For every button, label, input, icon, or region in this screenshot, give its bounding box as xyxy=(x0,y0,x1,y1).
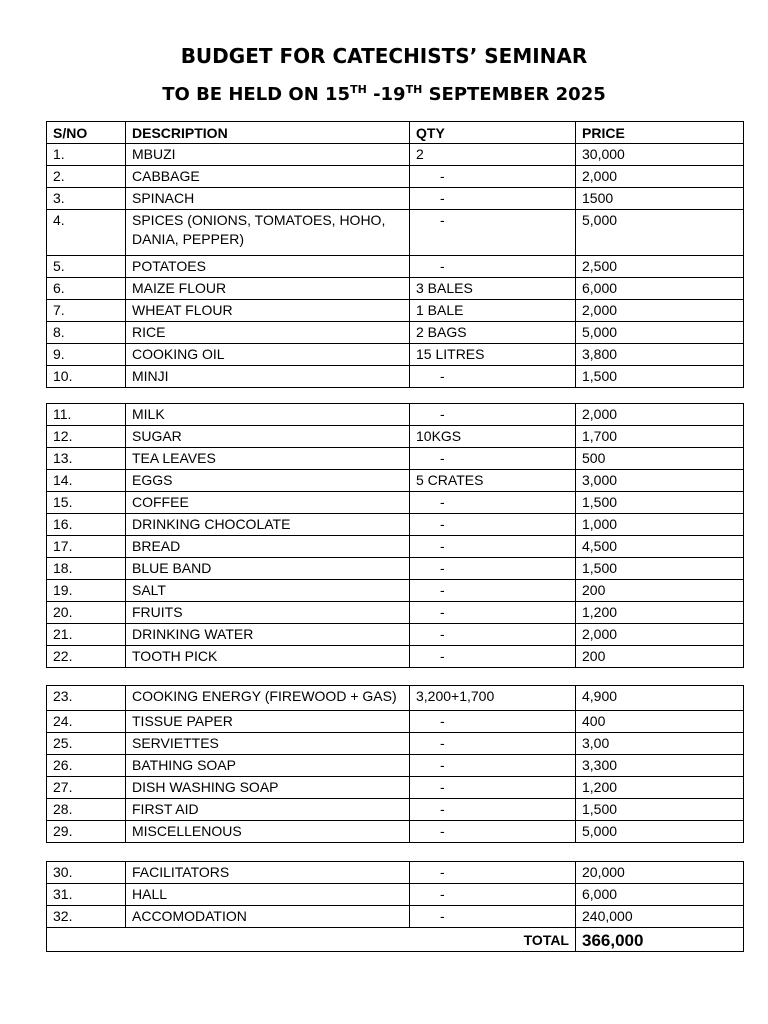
cell-sno: 29. xyxy=(47,821,126,843)
cell-sno: 27. xyxy=(47,777,126,799)
table-row xyxy=(47,884,744,906)
cell-description: DRINKING WATER xyxy=(126,624,410,646)
cell-price: 4,900 xyxy=(576,686,744,711)
cell-description: TEA LEAVES xyxy=(126,448,410,470)
cell-description: SPICES (ONIONS, TOMATOES, HOHO, DANIA, PEPPER) xyxy=(126,210,410,256)
cell-sno: 4. xyxy=(47,210,126,256)
cell-price: 4,500 xyxy=(576,536,744,558)
table-row xyxy=(47,686,744,711)
cell-price: 200 xyxy=(576,580,744,602)
total-value: 366,000 xyxy=(576,928,744,952)
table-row xyxy=(47,470,744,492)
table-header-row xyxy=(47,122,744,144)
table-row xyxy=(47,492,744,514)
cell-qty: - xyxy=(410,777,576,799)
cell-price: 5,000 xyxy=(576,821,744,843)
cell-sno: 18. xyxy=(47,558,126,580)
cell-description: SERVIETTES xyxy=(126,733,410,755)
cell-qty: - xyxy=(410,492,576,514)
cell-qty: - xyxy=(410,404,576,426)
cell-sno: 22. xyxy=(47,646,126,668)
table-row xyxy=(47,536,744,558)
cell-sno: 12. xyxy=(47,426,126,448)
cell-qty: - xyxy=(410,448,576,470)
cell-price: 2,000 xyxy=(576,300,744,322)
document-title: BUDGET FOR CATECHISTS’ SEMINAR xyxy=(180,44,588,68)
cell-sno: 30. xyxy=(47,862,126,884)
cell-sno: 20. xyxy=(47,602,126,624)
table-row xyxy=(47,777,744,799)
cell-description: WHEAT FLOUR xyxy=(126,300,410,322)
cell-description: BATHING SOAP xyxy=(126,755,410,777)
budget-table-section-1 xyxy=(46,121,744,388)
cell-qty: - xyxy=(410,602,576,624)
cell-description: SALT xyxy=(126,580,410,602)
cell-description: FIRST AID xyxy=(126,799,410,821)
cell-price: 1,000 xyxy=(576,514,744,536)
table-row xyxy=(47,602,744,624)
cell-description: BLUE BAND xyxy=(126,558,410,580)
table-row xyxy=(47,624,744,646)
cell-sno: 8. xyxy=(47,322,126,344)
subtitle-sup-1: TH xyxy=(350,83,367,96)
cell-price: 1,500 xyxy=(576,558,744,580)
table-row xyxy=(47,210,744,256)
cell-price: 2,500 xyxy=(576,256,744,278)
cell-sno: 6. xyxy=(47,278,126,300)
cell-description: FACILITATORS xyxy=(126,862,410,884)
cell-qty: - xyxy=(410,646,576,668)
cell-qty: - xyxy=(410,256,576,278)
cell-sno: 7. xyxy=(47,300,126,322)
cell-sno: 31. xyxy=(47,884,126,906)
cell-price: 1,700 xyxy=(576,426,744,448)
cell-description: MILK xyxy=(126,404,410,426)
cell-description: HALL xyxy=(126,884,410,906)
table-row xyxy=(47,711,744,733)
cell-price: 5,000 xyxy=(576,322,744,344)
cell-sno: 3. xyxy=(47,188,126,210)
cell-description: MINJI xyxy=(126,366,410,388)
cell-qty: - xyxy=(410,558,576,580)
cell-sno: 21. xyxy=(47,624,126,646)
cell-description: COFFEE xyxy=(126,492,410,514)
cell-sno: 9. xyxy=(47,344,126,366)
cell-description: FRUITS xyxy=(126,602,410,624)
cell-description: CABBAGE xyxy=(126,166,410,188)
cell-qty: - xyxy=(410,733,576,755)
header-sno: S/NO xyxy=(47,122,126,144)
cell-qty: 10KGS xyxy=(410,426,576,448)
cell-price: 2,000 xyxy=(576,404,744,426)
subtitle-middle: -19 xyxy=(366,84,406,105)
cell-qty: - xyxy=(410,862,576,884)
cell-description: COOKING ENERGY (FIREWOOD + GAS) xyxy=(126,686,410,711)
cell-description: TISSUE PAPER xyxy=(126,711,410,733)
cell-description: TOOTH PICK xyxy=(126,646,410,668)
cell-description: MBUZI xyxy=(126,144,410,166)
cell-qty: - xyxy=(410,884,576,906)
cell-sno: 16. xyxy=(47,514,126,536)
table-row xyxy=(47,733,744,755)
table-row xyxy=(47,404,744,426)
cell-price: 3,800 xyxy=(576,344,744,366)
cell-sno: 23. xyxy=(47,686,126,711)
cell-price: 20,000 xyxy=(576,862,744,884)
header-qty: QTY xyxy=(410,122,576,144)
cell-price: 400 xyxy=(576,711,744,733)
cell-price: 1500 xyxy=(576,188,744,210)
cell-price: 1,200 xyxy=(576,777,744,799)
cell-qty: 3 BALES xyxy=(410,278,576,300)
cell-description: SPINACH xyxy=(126,188,410,210)
cell-sno: 10. xyxy=(47,366,126,388)
cell-price: 30,000 xyxy=(576,144,744,166)
cell-sno: 2. xyxy=(47,166,126,188)
budget-table-section-4 xyxy=(46,861,744,952)
cell-sno: 19. xyxy=(47,580,126,602)
cell-price: 1,500 xyxy=(576,492,744,514)
cell-qty: 15 LITRES xyxy=(410,344,576,366)
cell-description: DISH WASHING SOAP xyxy=(126,777,410,799)
cell-qty: - xyxy=(410,210,576,256)
cell-description: EGGS xyxy=(126,470,410,492)
cell-sno: 14. xyxy=(47,470,126,492)
cell-qty: 2 BAGS xyxy=(410,322,576,344)
cell-sno: 24. xyxy=(47,711,126,733)
cell-price: 240,000 xyxy=(576,906,744,928)
table-row xyxy=(47,278,744,300)
cell-description: MISCELLENOUS xyxy=(126,821,410,843)
cell-price: 1,200 xyxy=(576,602,744,624)
cell-description: DRINKING CHOCOLATE xyxy=(126,514,410,536)
table-row xyxy=(47,799,744,821)
subtitle-suffix: SEPTEMBER 2025 xyxy=(422,84,606,105)
cell-qty: 5 CRATES xyxy=(410,470,576,492)
cell-description: POTATOES xyxy=(126,256,410,278)
table-row xyxy=(47,322,744,344)
cell-price: 2,000 xyxy=(576,624,744,646)
cell-sno: 1. xyxy=(47,144,126,166)
cell-price: 6,000 xyxy=(576,278,744,300)
cell-qty: - xyxy=(410,366,576,388)
table-row xyxy=(47,755,744,777)
budget-table-section-3 xyxy=(46,685,744,843)
cell-sno: 15. xyxy=(47,492,126,514)
cell-qty: - xyxy=(410,536,576,558)
table-row xyxy=(47,862,744,884)
cell-qty: - xyxy=(410,711,576,733)
total-row xyxy=(47,928,744,952)
cell-price: 5,000 xyxy=(576,210,744,256)
table-row xyxy=(47,166,744,188)
cell-qty: - xyxy=(410,755,576,777)
table-row xyxy=(47,188,744,210)
cell-qty: - xyxy=(410,906,576,928)
table-row xyxy=(47,300,744,322)
cell-qty: - xyxy=(410,799,576,821)
cell-qty: 1 BALE xyxy=(410,300,576,322)
cell-price: 3,000 xyxy=(576,470,744,492)
cell-price: 1,500 xyxy=(576,366,744,388)
budget-table-section-2 xyxy=(46,403,744,668)
cell-qty: - xyxy=(410,514,576,536)
cell-price: 3,300 xyxy=(576,755,744,777)
cell-description: ACCOMODATION xyxy=(126,906,410,928)
table-row xyxy=(47,256,744,278)
cell-sno: 13. xyxy=(47,448,126,470)
cell-sno: 11. xyxy=(47,404,126,426)
table-row xyxy=(47,366,744,388)
cell-qty: - xyxy=(410,188,576,210)
subtitle-prefix: TO BE HELD ON 15 xyxy=(162,84,351,105)
table-row xyxy=(47,344,744,366)
table-row xyxy=(47,448,744,470)
cell-price: 6,000 xyxy=(576,884,744,906)
cell-price: 500 xyxy=(576,448,744,470)
cell-qty: 3,200+1,700 xyxy=(410,686,576,711)
cell-qty: - xyxy=(410,166,576,188)
table-row xyxy=(47,144,744,166)
cell-price: 3,00 xyxy=(576,733,744,755)
cell-description: MAIZE FLOUR xyxy=(126,278,410,300)
cell-price: 200 xyxy=(576,646,744,668)
table-row xyxy=(47,514,744,536)
cell-qty: - xyxy=(410,624,576,646)
cell-description: BREAD xyxy=(126,536,410,558)
cell-description: SUGAR xyxy=(126,426,410,448)
header-price: PRICE xyxy=(576,122,744,144)
cell-sno: 25. xyxy=(47,733,126,755)
table-row xyxy=(47,646,744,668)
table-row xyxy=(47,558,744,580)
cell-description: RICE xyxy=(126,322,410,344)
table-row xyxy=(47,580,744,602)
cell-qty: 2 xyxy=(410,144,576,166)
table-row xyxy=(47,821,744,843)
header-description: DESCRIPTION xyxy=(126,122,410,144)
total-label: TOTAL xyxy=(47,928,576,952)
cell-sno: 5. xyxy=(47,256,126,278)
cell-sno: 28. xyxy=(47,799,126,821)
cell-price: 2,000 xyxy=(576,166,744,188)
cell-sno: 17. xyxy=(47,536,126,558)
table-row xyxy=(47,426,744,448)
cell-qty: - xyxy=(410,821,576,843)
cell-price: 1,500 xyxy=(576,799,744,821)
cell-sno: 26. xyxy=(47,755,126,777)
cell-qty: - xyxy=(410,580,576,602)
table-row xyxy=(47,906,744,928)
document-subtitle xyxy=(0,84,768,105)
subtitle-sup-2: TH xyxy=(405,83,423,96)
cell-sno: 32. xyxy=(47,906,126,928)
cell-description: COOKING OIL xyxy=(126,344,410,366)
